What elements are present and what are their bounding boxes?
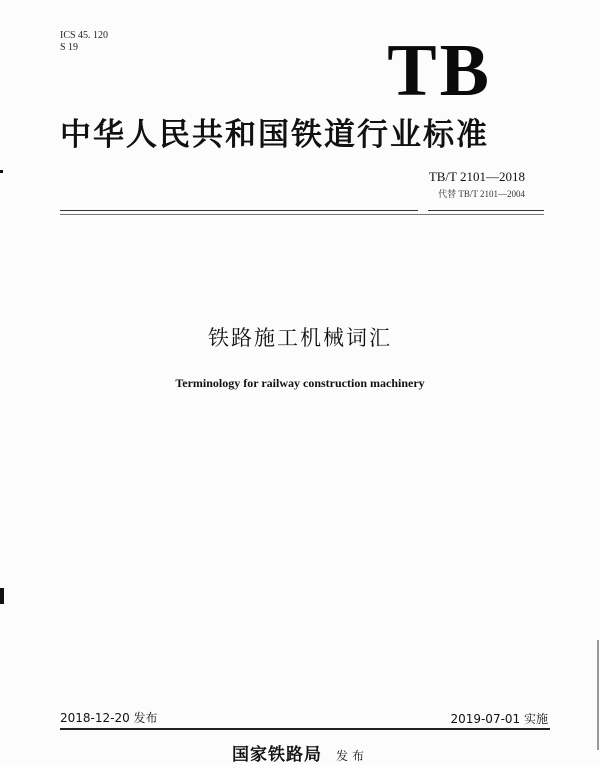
chinese-title: 铁路施工机械词汇 <box>208 326 392 350</box>
scan-mark-right-edge <box>597 640 599 750</box>
scan-mark-left-bottom <box>0 588 4 604</box>
issuer-line <box>0 740 600 765</box>
footer-rule <box>60 728 550 730</box>
ics-code: ICS 45. 120 <box>60 30 109 41</box>
ccs-code: S 19 <box>60 42 79 53</box>
classification-codes <box>60 30 108 54</box>
standard-replaces: 代替 TB/T 2101—2004 <box>438 189 525 199</box>
issuer-name: 国家铁路局 <box>231 745 322 765</box>
implementation-date: 2019-07-01 实施 <box>450 712 548 726</box>
header-rule-thin <box>60 214 544 215</box>
standard-code: TB/T 2101—2018 <box>428 169 525 184</box>
header-rule-left <box>60 210 418 211</box>
organization-title: 中华人民共和国铁道行业标准 <box>60 117 489 153</box>
english-title: Terminology for railway construction machinery <box>175 376 425 390</box>
header-rule-right <box>428 210 544 211</box>
tb-logo: TB <box>387 30 492 112</box>
scan-mark-left-top <box>0 170 3 173</box>
issue-date: 2018-12-20 发布 <box>60 711 158 725</box>
issuer-action: 发布 <box>335 749 368 763</box>
